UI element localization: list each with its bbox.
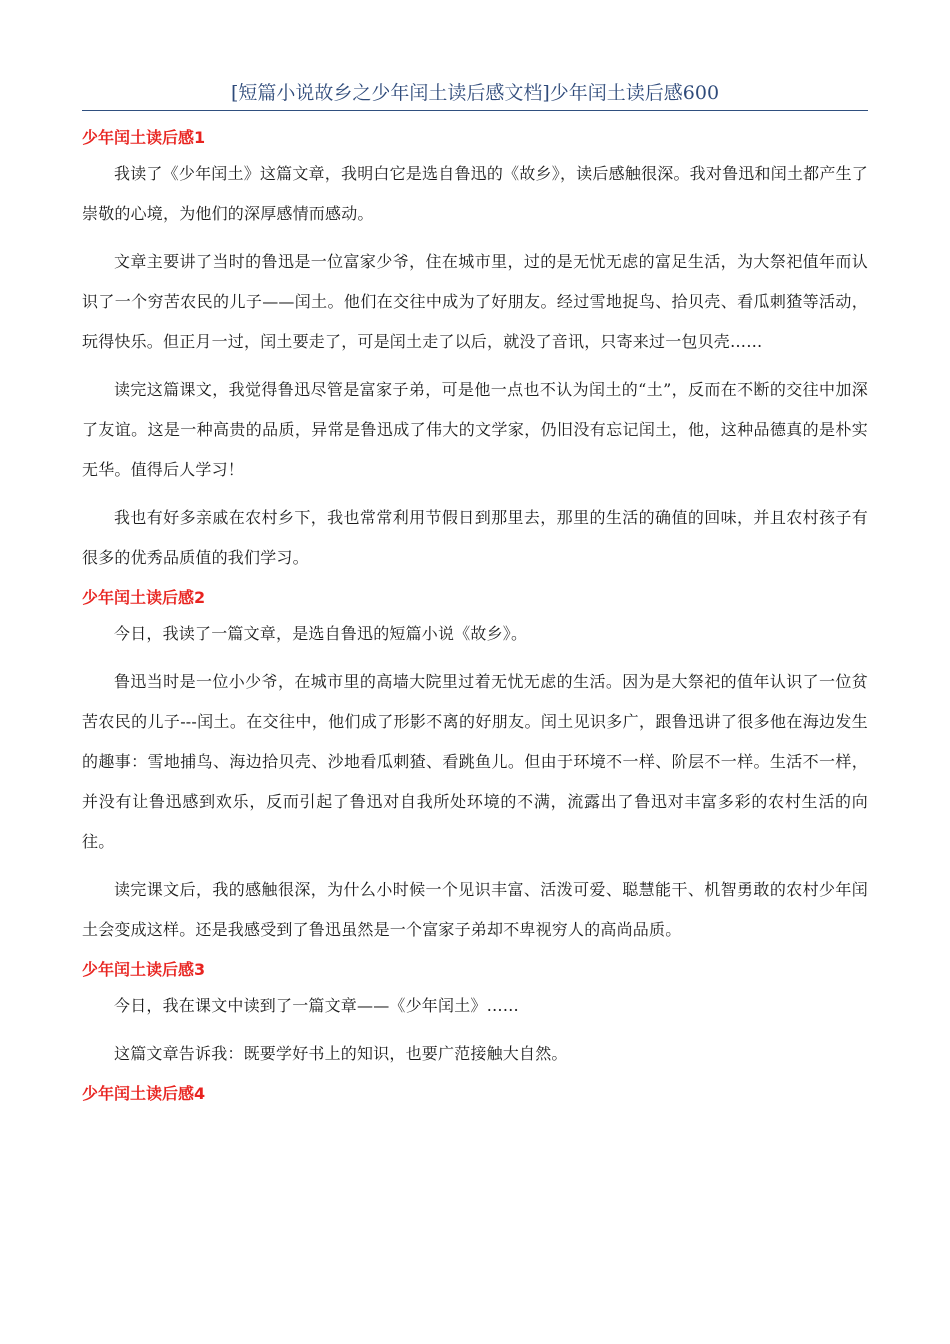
paragraph: 我也有好多亲戚在农村乡下，我也常常利用节假日到那里去，那里的生活的确值的回味，并且农村孩子有很多的优秀品质值的我们学习。 [82, 508, 868, 567]
paragraph: 我读了《少年闰土》这篇文章，我明白它是选自鲁迅的《故乡》，读后感触很深。我对鲁迅和闰土都产生了崇敬的心境，为他们的深厚感情而感动。 [82, 164, 868, 223]
section-heading: 少年闰土读后感1 [82, 128, 206, 147]
section-heading: 少年闰土读后感4 [82, 1084, 206, 1103]
document-title: [短篇小说故乡之少年闰土读后感文档]少年闰土读后感600 [230, 82, 720, 104]
paragraph: 文章主要讲了当时的鲁迅是一位富家少爷，住在城市里，过的是无忧无虑的富足生活，为大祭祀值年而认识了一个穷苦农民的儿子——闰土。他们在交往中成为了好朋友。经过雪地捉鸟、拾贝壳、看瓜刺猹等活动，玩得快乐。但正月一过，闰土要走了，可是闰土走了以后，就没了音讯，只寄来过一包贝壳…… [82, 252, 868, 351]
page-header [82, 80, 868, 111]
paragraph: 今日，我读了一篇文章，是选自鲁迅的短篇小说《故乡》。 [114, 624, 528, 643]
document-body [82, 120, 868, 1110]
paragraph: 读完课文后，我的感触很深，为什么小时候一个见识丰富、活泼可爱、聪慧能干、机智勇敢的农村少年闰土会变成这样。还是我感受到了鲁迅虽然是一个富家子弟却不卑视穷人的高尚品质。 [82, 880, 868, 939]
paragraph: 读完这篇课文，我觉得鲁迅尽管是富家子弟，可是他一点也不认为闰土的“土”，反而在不断的交往中加深了友谊。这是一种高贵的品质，异常是鲁迅成了伟大的文学家，仍旧没有忘记闰土，他，这种品德真的是朴实无华。值得后人学习！ [82, 380, 868, 479]
paragraph: 这篇文章告诉我：既要学好书上的知识，也要广范接触大自然。 [114, 1044, 568, 1063]
section-heading: 少年闰土读后感2 [82, 588, 206, 607]
paragraph: 今日，我在课文中读到了一篇文章——《少年闰土》…… [114, 996, 520, 1015]
section-heading: 少年闰土读后感3 [82, 960, 206, 979]
paragraph: 鲁迅当时是一位小少爷，在城市里的高墙大院里过着无忧无虑的生活。因为是大祭祀的值年认识了一位贫苦农民的儿子---闰土。在交往中，他们成了形影不离的好朋友。闰土见识多广，跟鲁迅讲了很多他在海边发生的趣事：雪地捕鸟、海边拾贝壳、沙地看瓜刺猹、看跳鱼儿。但由于环境不一样、阶层不一样。生活不一样，并没有让鲁迅感到欢乐，反而引起了鲁迅对自我所处环境的不满，流露出了鲁迅对丰富多彩的农村生活的向往。 [82, 672, 868, 851]
